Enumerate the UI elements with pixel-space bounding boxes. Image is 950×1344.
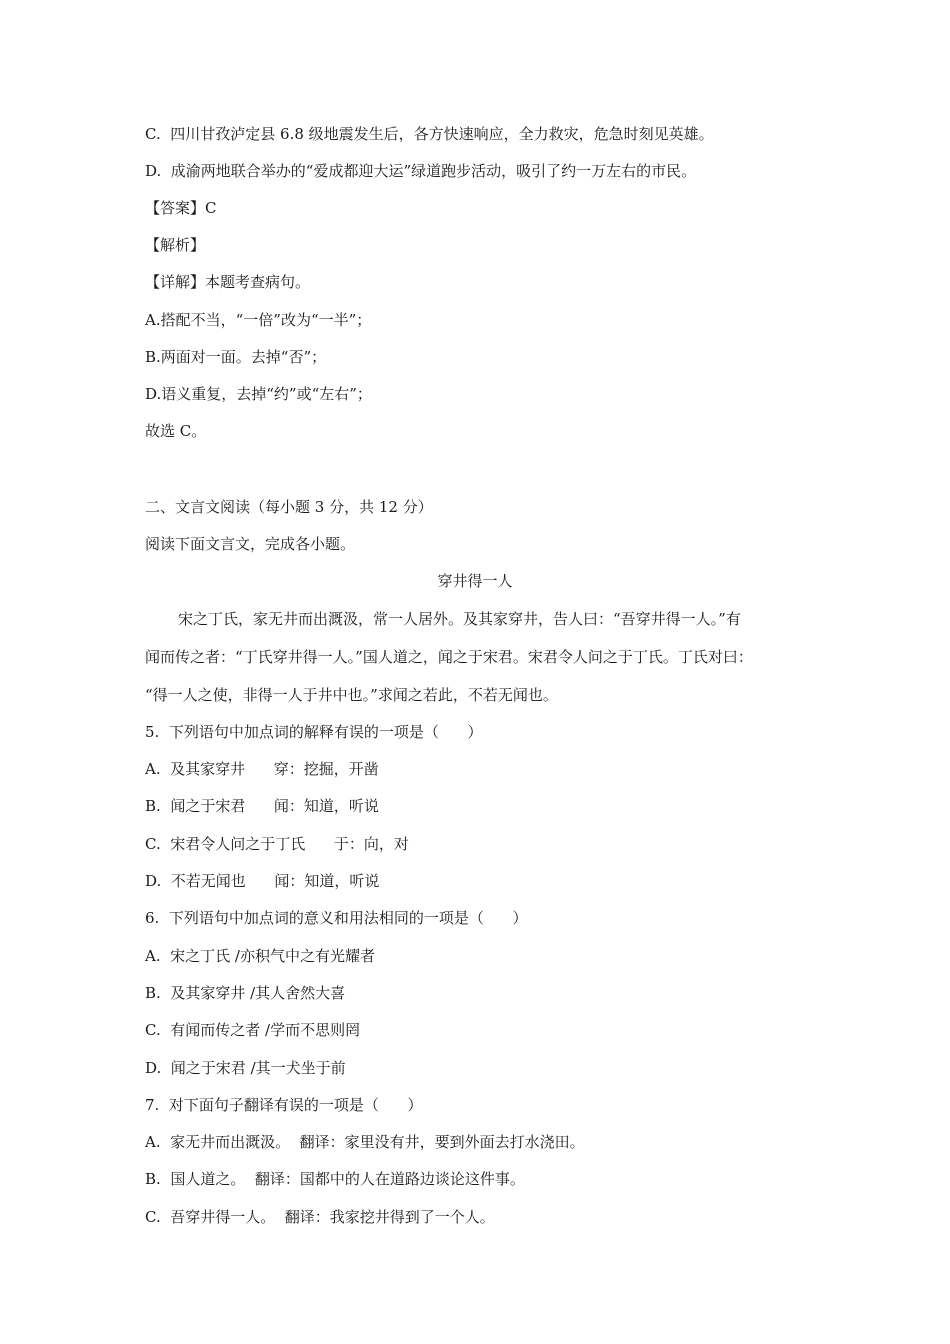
q6-stem: 6. 下列语句中加点词的意义和用法相同的一项是（ ） xyxy=(145,909,528,927)
passage-line: “得一人之使，非得一人于井中也。”求闻之若此，不若无闻也。 xyxy=(145,686,558,704)
q6-option-c: C. 有闻而传之者 /学而不思则罔 xyxy=(145,1021,361,1039)
q7-stem: 7. 对下面句子翻译有误的一项是（ ） xyxy=(145,1096,423,1114)
analysis-conclusion: 故选 C。 xyxy=(145,422,207,440)
passage-line: 闻而传之者：“丁氏穿井得一人。”国人道之，闻之于宋君。宋君令人问之于丁氏。丁氏对曰： xyxy=(145,648,753,666)
passage-title: 穿井得一人 xyxy=(437,572,513,590)
q7-option-b: B. 国人道之。 翻译：国都中的人在道路边谈论这件事。 xyxy=(145,1170,525,1188)
q4-option-d: D. 成渝两地联合举办的“爱成都迎大运”绿道跑步活动，吸引了约一万左右的市民。 xyxy=(145,162,697,180)
passage-line: 宋之丁氏，家无井而出溉汲，常一人居外。及其家穿井，告人曰：“吾穿井得一人。”有 xyxy=(178,610,741,628)
q5-stem: 5. 下列语句中加点词的解释有误的一项是（ ） xyxy=(145,723,483,741)
q5-option-d: D. 不若无闻也 闻：知道，听说 xyxy=(145,872,380,890)
q6-option-d: D. 闻之于宋君 /其一犬坐于前 xyxy=(145,1059,346,1077)
q7-option-a: A. 家无井而出溉汲。 翻译：家里没有井，要到外面去打水浇田。 xyxy=(145,1133,585,1151)
q6-option-a: A. 宋之丁氏 /亦积气中之有光耀者 xyxy=(145,947,375,965)
q5-option-a: A. 及其家穿井 穿：挖掘，开凿 xyxy=(145,760,379,778)
q5-option-b: B. 闻之于宋君 闻：知道，听说 xyxy=(145,797,379,815)
q7-option-c: C. 吾穿井得一人。 翻译：我家挖井得到了一个人。 xyxy=(145,1208,495,1226)
analysis-d: D.语义重复，去掉“约”或“左右”； xyxy=(145,385,372,403)
answer-label: 【答案】C xyxy=(145,199,217,217)
section-heading: 二、文言文阅读（每小题 3 分，共 12 分） xyxy=(145,498,433,516)
q6-option-b: B. 及其家穿井 /其人舍然大喜 xyxy=(145,984,346,1002)
q4-option-c: C. 四川甘孜泸定县 6.8 级地震发生后，各方快速响应，全力救灾，危急时刻见英雄。 xyxy=(145,125,714,143)
detail-label: 【详解】本题考查病句。 xyxy=(145,273,311,291)
analysis-label: 【解析】 xyxy=(145,236,206,254)
q5-option-c: C. 宋君令人问之于丁氏 于：向，对 xyxy=(145,835,409,853)
analysis-b: B.两面对一面。去掉“否”； xyxy=(145,348,327,366)
section-instruction: 阅读下面文言文，完成各小题。 xyxy=(145,535,356,553)
analysis-a: A.搭配不当，“一倍”改为“一半”； xyxy=(145,311,372,329)
